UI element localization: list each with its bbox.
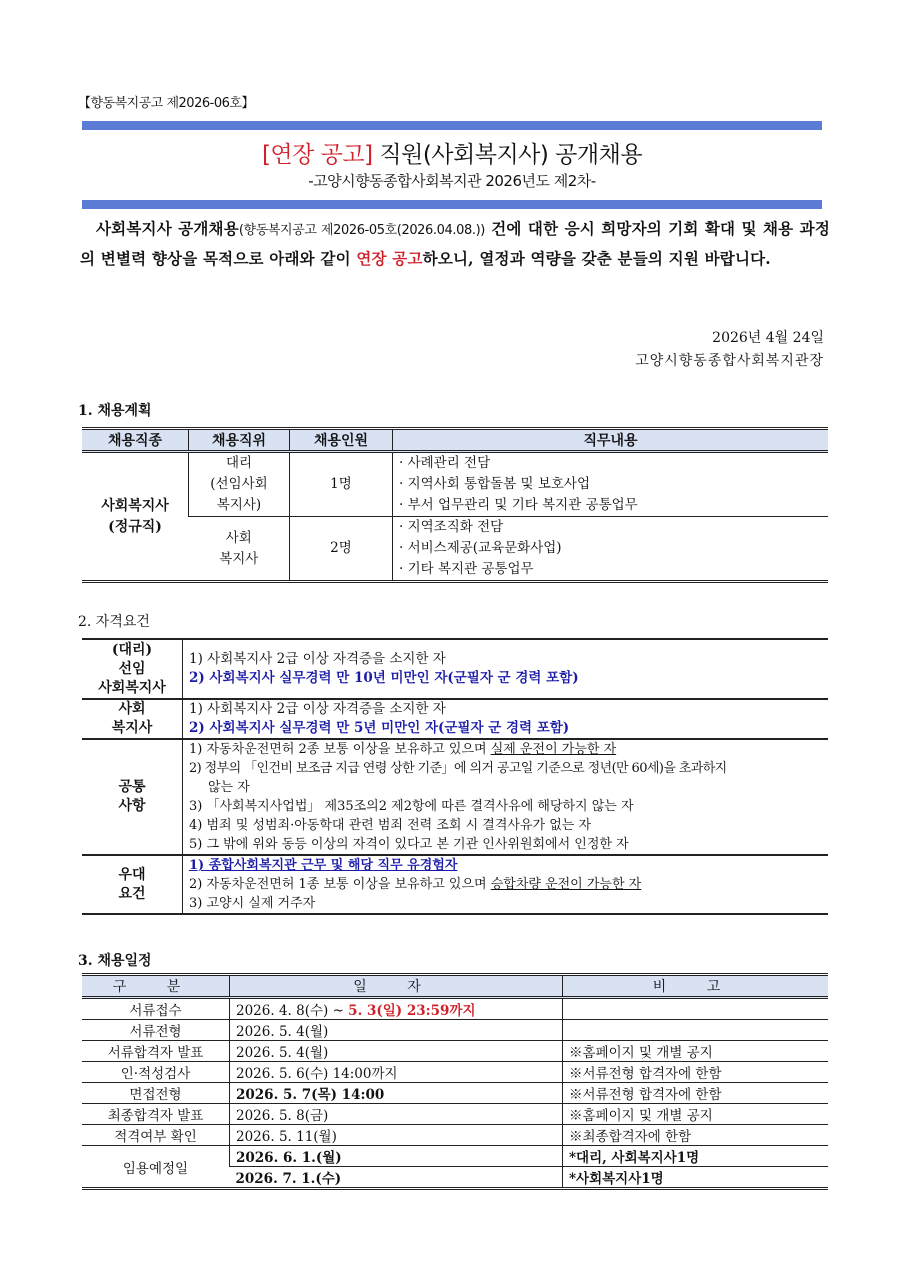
qualification-item: 3) 「사회복지사업법」 제35조의2 제2항에 따른 결격사유에 해당하지 않는 자 [189, 799, 634, 814]
group-head-line: 복지사 [111, 720, 153, 736]
group-head-line: (대리) [111, 641, 153, 658]
notice-date: 2026년 4월 24일 [712, 330, 824, 346]
duty-item: · 부서 업무관리 및 기타 복지관 공통업무 [399, 497, 638, 513]
qualification-group-head [82, 855, 183, 914]
schedule-table [82, 973, 828, 1190]
table-header: 일 자 [230, 975, 563, 998]
schedule-date: 2026. 5. 11(월) [230, 1125, 563, 1146]
page-subtitle: -고양시향동종합사회복지관 2026년도 제2차- [308, 172, 596, 190]
schedule-category: 서류전형 [82, 1020, 230, 1041]
qualification-item: 2) 정부의 「인건비 보조금 지급 연령 상한 기준」에 의거 공고일 기준으로 정년(만 60세)을 초과하지 [189, 761, 727, 776]
date-text: 2026. 4. 8(수) ~ [236, 1003, 349, 1019]
schedule-category: 적격여부 확인 [82, 1125, 230, 1146]
table-header: 채용인원 [290, 429, 393, 452]
schedule-note: ※홈페이지 및 개별 공지 [563, 1104, 829, 1125]
position-line: (선임사회 [210, 476, 268, 492]
intro-paragraph [80, 215, 830, 273]
qualification-item-emphasis: 2) 사회복지사 실무경력 만 5년 미만인 자(군필자 군 경력 포함) [189, 720, 570, 736]
schedule-category: 면접전형 [82, 1083, 230, 1104]
job-type-line: (정규직) [108, 518, 162, 535]
bottom-divider-bar [82, 200, 822, 209]
job-type-cell [82, 452, 189, 582]
schedule-category: 서류합격자 발표 [82, 1041, 230, 1062]
position-cell [189, 452, 290, 517]
section-title-schedule: 3. 채용일정 [78, 953, 152, 969]
job-type-line: 사회복지사 [101, 497, 169, 514]
qualification-item: 3) 고양시 실제 거주자 [189, 896, 316, 911]
group-head-line: 공통 [118, 779, 146, 795]
qualification-group-head [82, 639, 183, 699]
duty-item: · 서비스제공(교육문화사업) [399, 540, 562, 556]
position-line: 복지사 [219, 550, 259, 567]
qualification-group-head [82, 739, 183, 855]
schedule-date: 2026. 7. 1.(수) [230, 1167, 563, 1189]
notice-number: 【향동복지공고 제2026-06호】 [78, 96, 254, 111]
table-row [82, 1104, 828, 1125]
schedule-note: ※서류전형 합격자에 한함 [563, 1062, 829, 1083]
duties-cell [393, 452, 829, 517]
schedule-note: ※최종합격자에 한함 [563, 1125, 829, 1146]
table-row [82, 998, 828, 1020]
item-text: 2) 자동차운전면허 1종 보통 이상을 보유하고 있으며 [189, 877, 491, 892]
item-text-underlined: 실제 운전이 가능한 자 [490, 742, 617, 757]
schedule-note: *대리, 사회복지사1명 [563, 1146, 829, 1167]
position-line: 사회 [225, 529, 252, 546]
qualification-items [183, 639, 829, 699]
group-head-line: 우대 [118, 866, 146, 883]
qualification-item: 4) 범죄 및 성범죄·아동학대 관련 범죄 전력 조회 시 결격사유가 없는 자 [189, 818, 591, 833]
table-header: 채용직종 [82, 429, 189, 452]
intro-text: 건에 대한 응시 희망자의 기회 확대 및 채용 과정의 변별력 향상을 목적으로 아래와 같이 [80, 219, 830, 268]
qualification-items [183, 699, 829, 739]
schedule-date: 2026. 5. 4(월) [230, 1041, 563, 1062]
schedule-date [230, 998, 563, 1020]
qualification-items [183, 855, 829, 914]
schedule-category: 최종합격자 발표 [82, 1104, 230, 1125]
qualifications-table [82, 638, 828, 915]
qualification-item-emphasis: 2) 사회복지사 실무경력 만 10년 미만인 자(군필자 군 경력 포함) [189, 670, 579, 686]
qualification-group-head [82, 699, 183, 739]
page-title [82, 136, 822, 169]
group-head-line: 사회복지사 [98, 679, 166, 696]
table-row [82, 1062, 828, 1083]
duties-cell [393, 517, 829, 582]
schedule-date: 2026. 5. 8(금) [230, 1104, 563, 1125]
qualification-item-emphasis: 1) 종합사회복지관 근무 및 해당 직무 유경험자 [189, 858, 458, 873]
position-line: 대리 [225, 455, 253, 471]
schedule-category: 임용예정일 [82, 1146, 230, 1189]
qualification-item: 1) 사회복지사 2급 이상 자격증을 소지한 자 [189, 701, 446, 717]
schedule-date: 2026. 5. 7(목) 14:00 [230, 1083, 563, 1104]
intro-highlight: 연장 공고 [356, 249, 423, 268]
intro-reference: (향동복지공고 제2026-05호(2026.04.08.)) [238, 223, 485, 238]
duty-item: · 기타 복지관 공통업무 [399, 561, 534, 577]
schedule-note [563, 1020, 829, 1041]
group-head-line: 선임 [118, 660, 146, 677]
table-row [82, 1083, 828, 1104]
table-header: 비 고 [563, 975, 829, 998]
item-text: 1) 자동차운전면허 2종 보통 이상을 보유하고 있으며 [189, 742, 491, 757]
qualification-item: 1) 사회복지사 2급 이상 자격증을 소지한 자 [189, 651, 446, 667]
table-header: 구 분 [82, 975, 230, 998]
item-text-underlined: 승합차량 운전이 가능한 자 [490, 877, 642, 892]
intro-text: 사회복지사 공개채용 [96, 219, 239, 238]
table-row [82, 1041, 828, 1062]
table-header: 직무내용 [393, 429, 829, 452]
table-header: 채용직위 [189, 429, 290, 452]
title-main: 직원(사회복지사) 공개채용 [372, 142, 643, 168]
duty-item: · 사례관리 전담 [399, 455, 491, 471]
issuer-org: 고양시향동종합사회복지관장 [635, 353, 824, 369]
duty-item: · 지역조직화 전담 [399, 519, 504, 535]
group-head-line: 사항 [118, 798, 146, 814]
top-divider-bar [82, 121, 822, 130]
position-cell [189, 517, 290, 582]
table-row [82, 1146, 828, 1167]
schedule-category: 서류접수 [82, 998, 230, 1020]
position-line: 복지사) [216, 497, 262, 513]
schedule-date: 2026. 5. 4(월) [230, 1020, 563, 1041]
table-row [82, 1125, 828, 1146]
qualification-item-continued: 않는 자 [208, 780, 250, 795]
group-head-line: 사회 [118, 701, 146, 717]
section-title-recruitment-plan: 1. 채용계획 [78, 403, 152, 419]
qualification-items [183, 739, 829, 855]
duty-item: · 지역사회 통합돌봄 및 보호사업 [399, 476, 590, 492]
headcount-cell: 2명 [290, 517, 393, 582]
group-head-line: 요건 [118, 885, 146, 902]
qualification-item: 5) 그 밖에 위와 동등 이상의 자격이 있다고 본 기관 인사위원회에서 인정한 자 [189, 837, 629, 852]
table-row [82, 1020, 828, 1041]
schedule-note: *사회복지사1명 [563, 1167, 829, 1189]
schedule-note: ※서류전형 합격자에 한함 [563, 1083, 829, 1104]
section-title-qualifications: 2. 자격요건 [78, 614, 150, 630]
qualification-item [189, 875, 822, 894]
schedule-note [563, 998, 829, 1020]
schedule-note: ※홈페이지 및 개별 공지 [563, 1041, 829, 1062]
qualification-item [189, 740, 822, 759]
title-prefix: [연장 공고] [261, 142, 373, 168]
schedule-date: 2026. 6. 1.(월) [230, 1146, 563, 1167]
headcount-cell: 1명 [290, 452, 393, 517]
deadline-highlight: 5. 3(일) 23:59까지 [348, 1003, 476, 1019]
recruitment-plan-table [82, 427, 828, 583]
intro-text: 하오니, 열정과 역량을 갖춘 분들의 지원 바랍니다. [422, 249, 771, 268]
schedule-category: 인·적성검사 [82, 1062, 230, 1083]
schedule-date: 2026. 5. 6(수) 14:00까지 [230, 1062, 563, 1083]
